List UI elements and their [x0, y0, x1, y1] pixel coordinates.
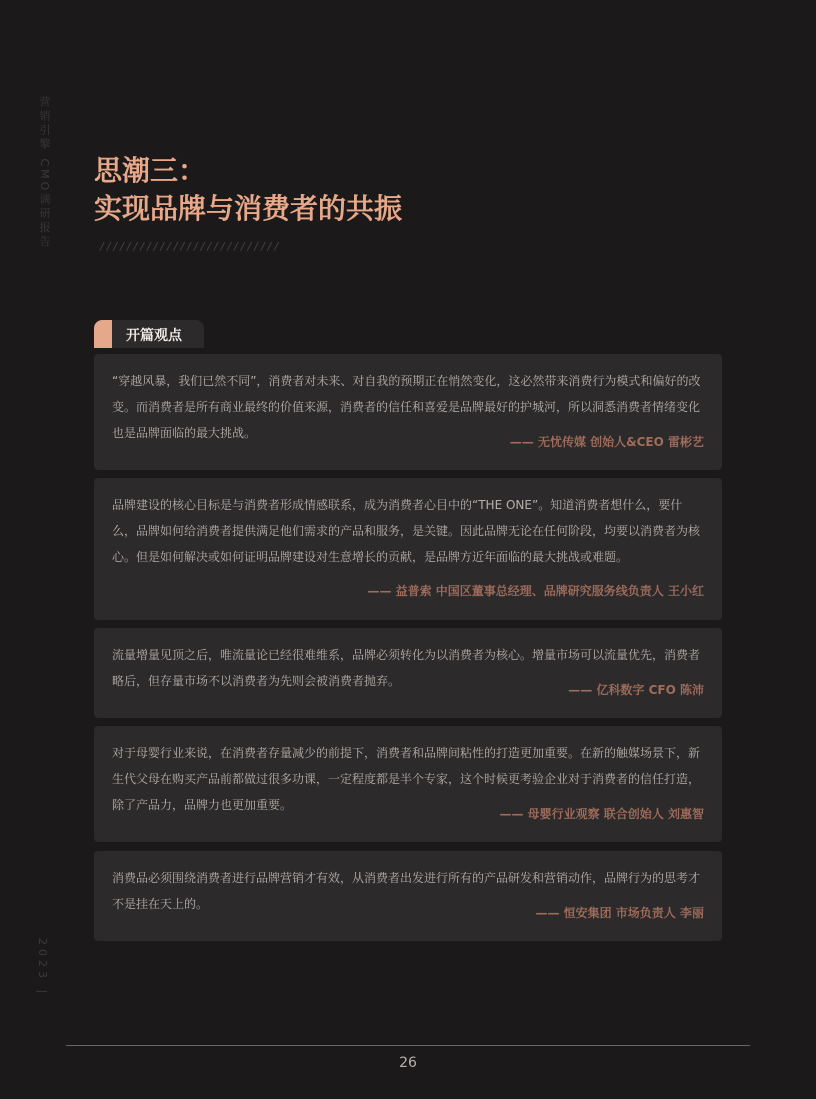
year-side-label: 2023 |	[36, 938, 49, 998]
tag-accent	[94, 320, 112, 348]
title-line-2: 实现品牌与消费者的共振	[94, 192, 403, 225]
quote-text: 品牌建设的核心目标是与消费者形成情感联系，成为消费者心目中的“THE ONE”。知道消费者想什么，要什么，品牌如何给消费者提供满足他们需求的产品和服务，是关键。因此品牌无论在任何阶段，均要以消费者为核心。但是如何解决或如何证明品牌建设对生意增长的贡献，是品牌方近年面临的最大挑战或难题。	[112, 498, 701, 564]
quote-attribution: —— 恒安集团 市场负责人 李丽	[535, 906, 704, 920]
quote-text: 流量增量见顶之后，唯流量论已经很难维系，品牌必须转化为以消费者为核心。增量市场可以流量优先，消费者略后，但存量市场不以消费者为先则会被消费者抛弃。	[112, 648, 701, 688]
report-side-label: 营销引擎 CMO调研报告	[38, 96, 51, 250]
page-number: 26	[399, 1055, 417, 1071]
quote-text: 消费品必须围绕消费者进行品牌营销才有效，从消费者出发进行所有的产品研发和营销动作，品牌行为的思考才不是挂在天上的。	[112, 871, 701, 911]
quote-attribution: —— 益普索 中国区董事总经理、品牌研究服务线负责人 王小红	[367, 584, 704, 598]
page-title	[94, 152, 402, 228]
quote-card	[94, 851, 722, 941]
quote-card	[94, 628, 722, 718]
quote-card	[94, 726, 722, 842]
quote-text: 对于母婴行业来说，在消费者存量减少的前提下，消费者和品牌间粘性的打造更加重要。在新的触媒场景下，新生代父母在购买产品前都做过很多功课，一定程度都是半个专家，这个时候更考验企业对于消费者的信任打造，除了产品力，品牌力也更加重要。	[112, 746, 701, 812]
quote-card	[94, 354, 722, 470]
footer-divider	[66, 1045, 750, 1046]
title-line-1: 思潮三：	[94, 154, 207, 187]
quote-attribution: —— 亿科数字 CFO 陈沛	[568, 683, 704, 697]
quote-attribution: —— 母婴行业观察 联合创始人 刘惠智	[499, 807, 704, 821]
section-tag-label: 开篇观点	[126, 328, 182, 344]
decorative-slashes: ///////////////////////////	[100, 240, 282, 253]
quote-text: “穿越风暴，我们已然不同”，消费者对未来、对自我的预期正在悄然变化，这必然带来消费行为模式和偏好的改变。而消费者是所有商业最终的价值来源，消费者的信任和喜爱是品牌最好的护城河，所以洞悉消费者情绪变化也是品牌面临的最大挑战。	[112, 374, 701, 440]
section-tag	[94, 320, 204, 348]
quote-attribution: —— 无忧传媒 创始人&CEO 雷彬艺	[509, 435, 704, 449]
quote-card	[94, 478, 722, 620]
